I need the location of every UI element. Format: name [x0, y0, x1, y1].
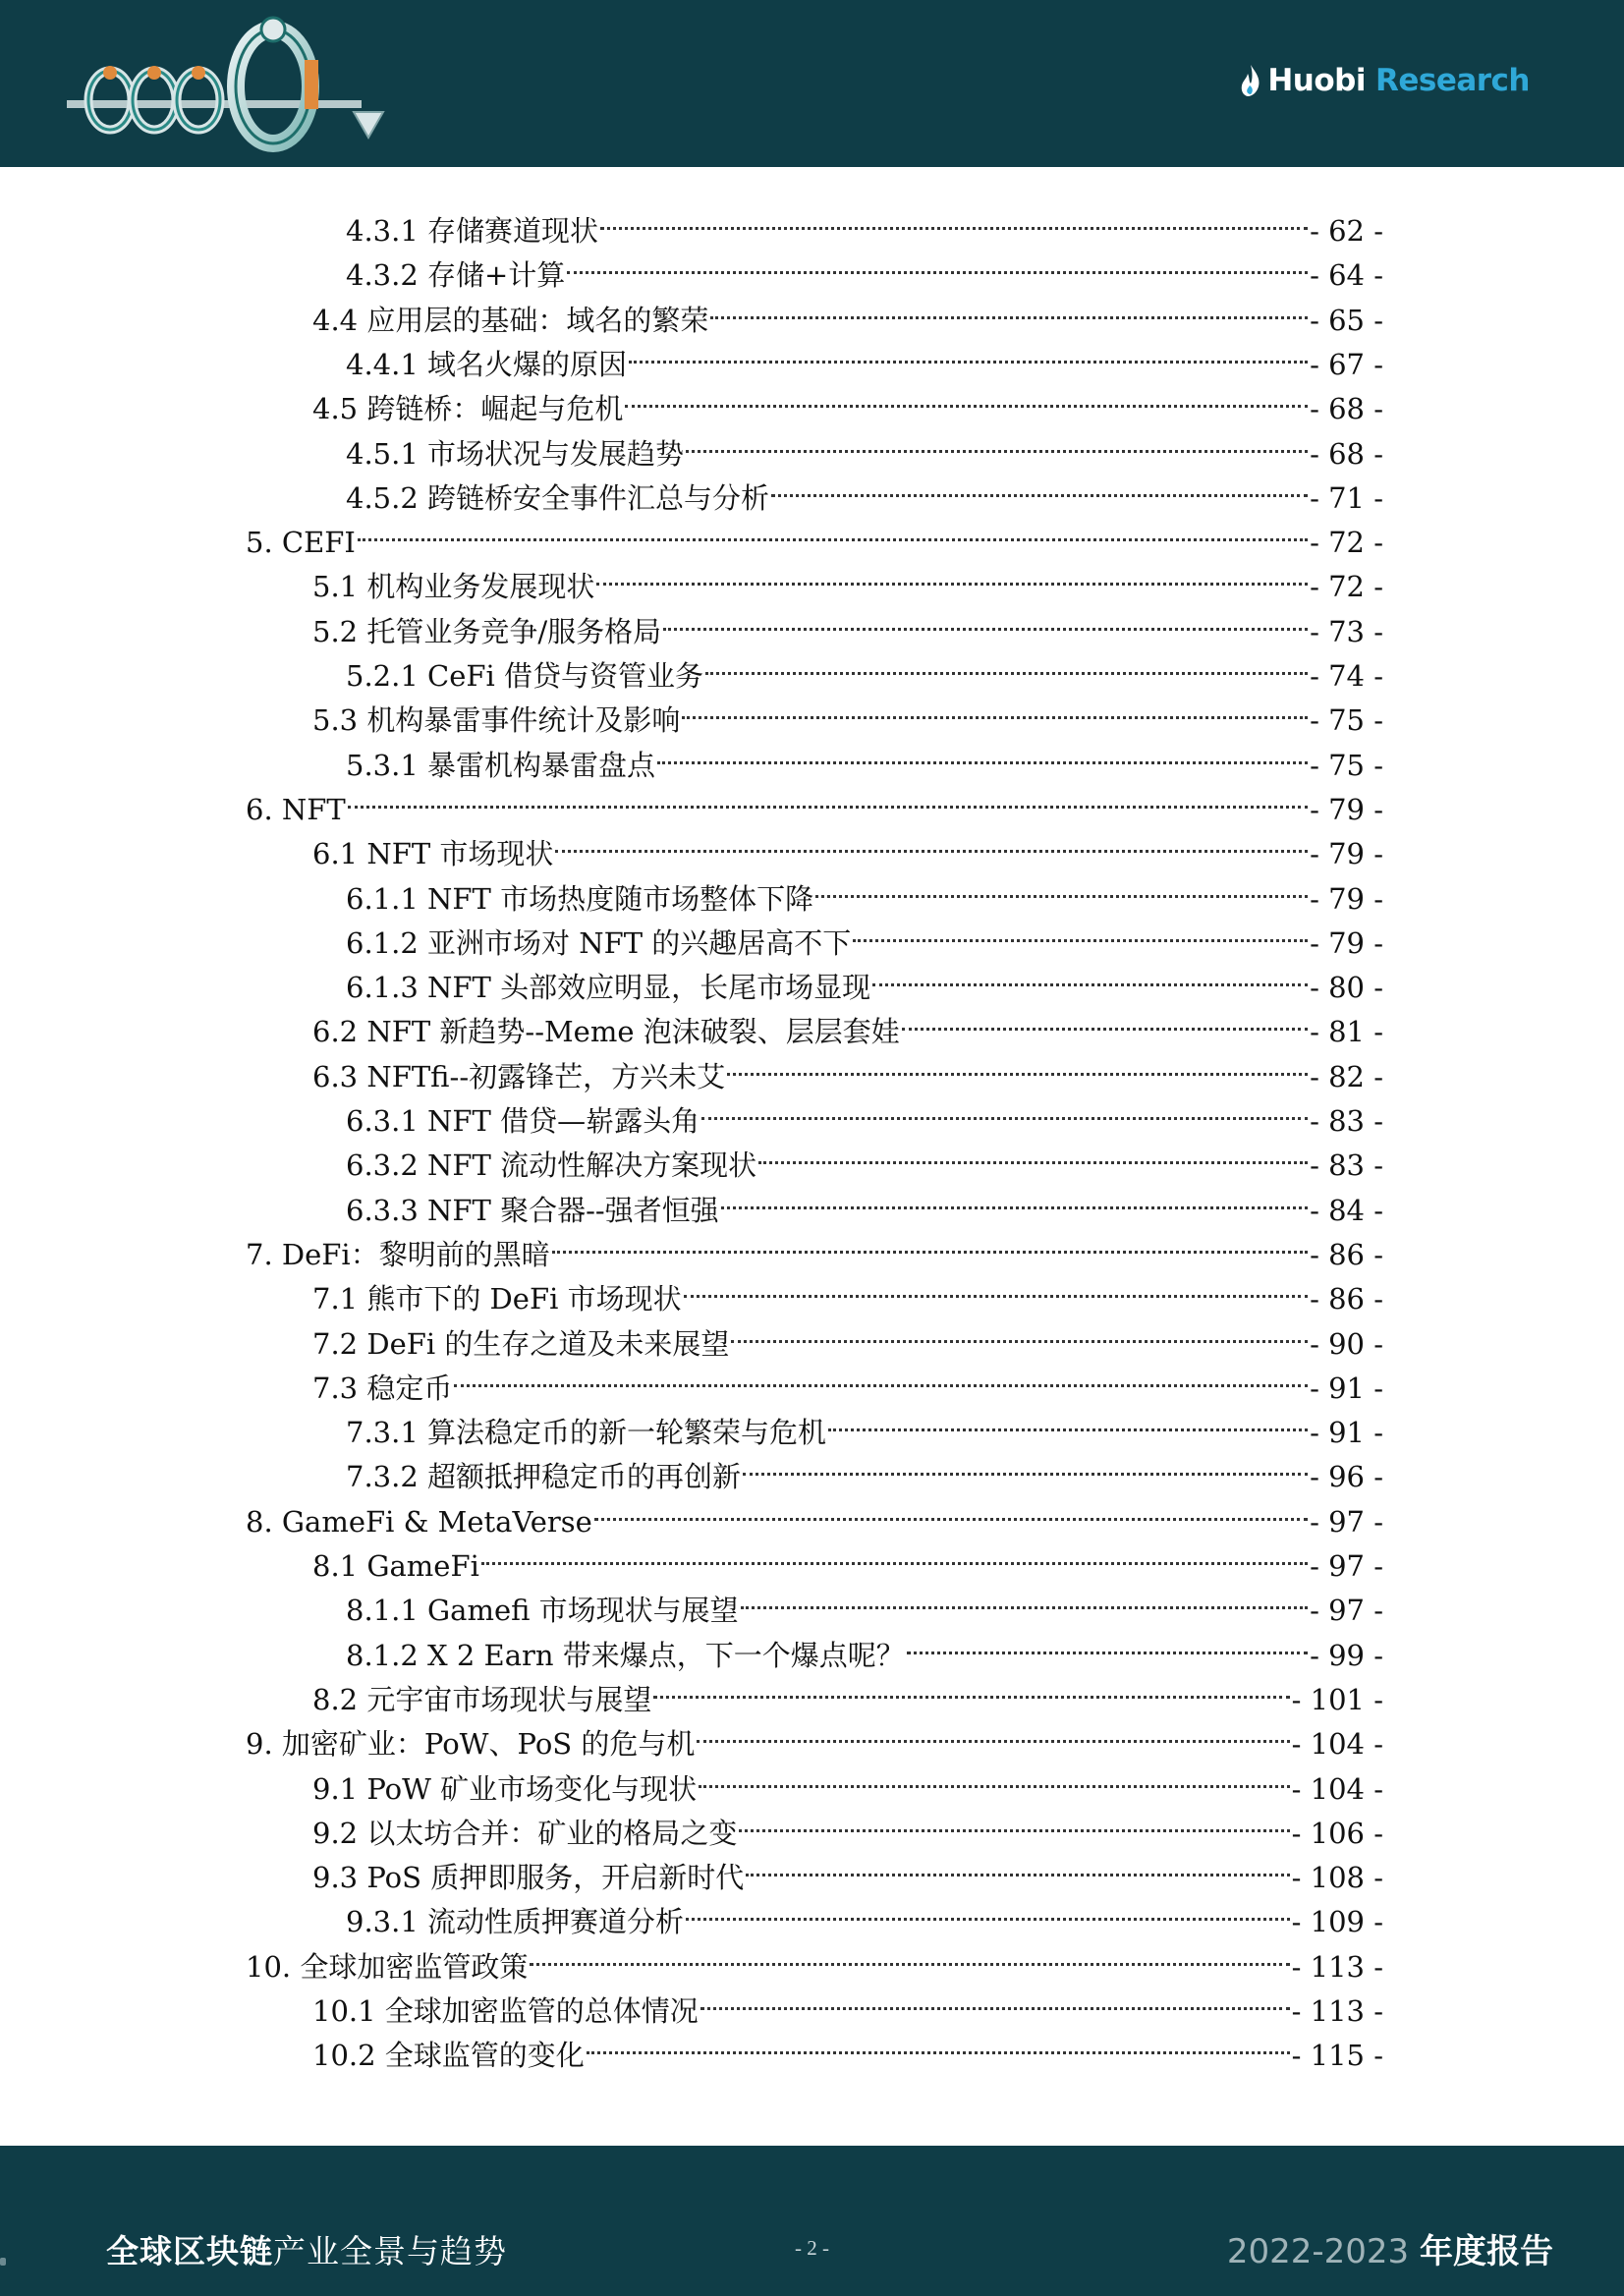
toc-entry-title: 4.5.2 跨链桥安全事件汇总与分析	[346, 481, 770, 515]
toc-entry-page: - 90 -	[1310, 1327, 1383, 1361]
toc-entry-page: - 91 -	[1310, 1416, 1383, 1449]
toc-entry-page: - 79 -	[1310, 882, 1383, 916]
toc-entry-title: 5.3 机构暴雷事件统计及影响	[312, 703, 681, 737]
toc-dot-leader	[697, 1709, 1289, 1754]
toc-dot-leader	[872, 953, 1308, 997]
toc-entry-page: - 113 -	[1291, 1950, 1383, 1984]
toc-dot-leader	[828, 1398, 1308, 1442]
toc-entry-page: - 73 -	[1310, 615, 1383, 648]
toc-entry-title: 6.3.1 NFT 借贷—崭露头角	[346, 1104, 700, 1138]
toc-entry-page: - 115 -	[1291, 2039, 1383, 2072]
toc-entry[interactable]	[312, 1665, 1383, 1716]
toc-entry-title: 6. NFT	[246, 793, 346, 826]
toc-dot-leader	[657, 731, 1308, 775]
toc-dot-leader	[686, 420, 1308, 464]
footer-title-rest: 产业全景与趋势	[273, 2232, 507, 2270]
toc-entry-title: 7.1 熊市下的 DeFi 市场现状	[312, 1282, 682, 1316]
toc-entry[interactable]	[312, 374, 1383, 425]
toc-entry[interactable]	[312, 552, 1383, 603]
toc-entry-title: 10.2 全球监管的变化	[312, 2039, 585, 2072]
toc-entry-page: - 83 -	[1310, 1148, 1383, 1182]
toc-entry-title: 7.2 DeFi 的生存之道及未来展望	[312, 1327, 730, 1361]
toc-entry-title: 4.4.1 域名火爆的原因	[346, 348, 628, 381]
toc-entry[interactable]	[346, 1621, 1383, 1672]
toc-entry-page: - 71 -	[1310, 481, 1383, 515]
toc-entry[interactable]	[246, 1487, 1383, 1539]
toc-entry-page: - 72 -	[1310, 570, 1383, 603]
toc-entry[interactable]	[346, 464, 1383, 515]
toc-dot-leader	[699, 1755, 1289, 1799]
toc-dot-leader	[743, 1442, 1308, 1486]
toc-dot-leader	[721, 1176, 1308, 1220]
toc-entry[interactable]	[312, 997, 1383, 1048]
toc-entry[interactable]	[246, 1932, 1383, 1984]
brand-research: Research	[1374, 63, 1530, 98]
toc-entry-page: - 75 -	[1310, 703, 1383, 737]
toc-entry[interactable]	[346, 241, 1383, 292]
toc-entry-title: 4.5 跨链桥：崛起与危机	[312, 392, 624, 425]
toc-entry[interactable]	[346, 731, 1383, 782]
toc-entry-page: - 106 -	[1291, 1817, 1383, 1850]
toc-dot-leader	[348, 775, 1308, 819]
toc-dot-leader	[358, 508, 1308, 552]
toc-entry-page: - 109 -	[1291, 1905, 1383, 1938]
toc-entry-page: - 82 -	[1310, 1060, 1383, 1093]
toc-entry-title: 5.2 托管业务竞争/服务格局	[312, 615, 662, 648]
toc-dot-leader	[600, 196, 1308, 241]
brand-huobi: Huobi	[1267, 63, 1366, 98]
toc-entry[interactable]	[312, 1042, 1383, 1093]
toc-entry-title: 8. GameFi & MetaVerse	[246, 1505, 592, 1539]
page-footer	[0, 2146, 1624, 2296]
toc-entry-page: - 108 -	[1291, 1861, 1383, 1894]
toc-dot-leader	[454, 1354, 1308, 1398]
toc-entry-title: 8.1.2 X 2 Earn 带来爆点，下一个爆点呢？	[346, 1639, 905, 1672]
toc-entry-page: - 86 -	[1310, 1238, 1383, 1271]
toc-entry[interactable]	[246, 775, 1383, 826]
toc-dot-leader	[555, 819, 1308, 864]
toc-dot-leader	[653, 1665, 1289, 1709]
toc-entry-page: - 62 -	[1310, 214, 1383, 248]
page-number: - 2 -	[795, 2236, 829, 2260]
footer-title-bold: 全球区块链	[106, 2232, 273, 2270]
toc-dot-leader	[625, 374, 1308, 419]
toc-entry[interactable]	[312, 1799, 1383, 1850]
toc-entry-page: - 97 -	[1310, 1549, 1383, 1583]
toc-entry-page: - 96 -	[1310, 1460, 1383, 1493]
toc-entry-title: 9. 加密矿业：PoW、PoS 的危与机	[246, 1727, 696, 1761]
toc-entry-title: 9.1 PoW 矿业市场变化与现状	[312, 1772, 698, 1806]
toc-entry-page: - 99 -	[1310, 1639, 1383, 1672]
toc-entry-page: - 97 -	[1310, 1505, 1383, 1539]
flame-icon	[1240, 64, 1261, 97]
toc-entry[interactable]	[346, 1087, 1383, 1138]
toc-entry[interactable]	[312, 2021, 1383, 2072]
huobi-research-logo	[1240, 59, 1530, 102]
toc-entry-title: 6.2 NFT 新趋势--Meme 泡沫破裂、层层套娃	[312, 1015, 900, 1048]
toc-entry[interactable]	[346, 196, 1383, 248]
chain-rings-illustration	[59, 6, 432, 153]
page-header	[0, 0, 1624, 167]
toc-entry-page: - 83 -	[1310, 1104, 1383, 1138]
toc-entry-page: - 97 -	[1310, 1594, 1383, 1627]
toc-entry[interactable]	[312, 597, 1383, 648]
toc-entry-page: - 79 -	[1310, 926, 1383, 960]
toc-entry[interactable]	[346, 1442, 1383, 1493]
toc-entry[interactable]	[346, 953, 1383, 1004]
toc-entry[interactable]	[346, 1887, 1383, 1938]
toc-entry[interactable]	[312, 1310, 1383, 1361]
toc-entry-title: 4.3.1 存储赛道现状	[346, 214, 599, 248]
toc-entry[interactable]	[312, 1755, 1383, 1806]
toc-entry-title: 9.2 以太坊合并：矿业的格局之变	[312, 1817, 738, 1850]
toc-entry[interactable]	[312, 1843, 1383, 1894]
toc-entry-title: 4.3.2 存储+计算	[346, 258, 566, 292]
toc-entry-title: 6.3.2 NFT 流动性解决方案现状	[346, 1148, 757, 1182]
toc-dot-leader	[727, 1042, 1308, 1087]
toc-entry-page: - 68 -	[1310, 392, 1383, 425]
toc-entry-page: - 75 -	[1310, 749, 1383, 782]
toc-entry[interactable]	[346, 420, 1383, 471]
toc-entry-title: 9.3.1 流动性质押赛道分析	[346, 1905, 685, 1938]
footer-report: 年度报告	[1420, 2232, 1553, 2271]
report-edition	[1227, 2224, 1553, 2272]
toc-dot-leader	[567, 241, 1308, 285]
toc-entry-title: 5. CEFI	[246, 526, 356, 559]
toc-entry[interactable]	[246, 508, 1383, 559]
toc-dot-leader	[629, 330, 1308, 374]
toc-dot-leader	[684, 1264, 1308, 1309]
toc-entry-page: - 91 -	[1310, 1372, 1383, 1405]
toc-entry[interactable]	[246, 1220, 1383, 1271]
toc-entry-title: 7.3.2 超额抵押稳定币的再创新	[346, 1460, 742, 1493]
toc-dot-leader	[907, 1621, 1308, 1665]
toc-entry-page: - 81 -	[1310, 1015, 1383, 1048]
toc-entry-page: - 72 -	[1310, 526, 1383, 559]
toc-entry-title: 6.1.3 NFT 头部效应明显，长尾市场显现	[346, 971, 871, 1004]
toc-dot-leader	[594, 1487, 1308, 1532]
toc-dot-leader	[815, 865, 1308, 909]
toc-entry-page: - 104 -	[1291, 1727, 1383, 1761]
toc-entry-page: - 84 -	[1310, 1194, 1383, 1227]
toc-entry-title: 5.2.1 CeFi 借贷与资管业务	[346, 659, 703, 693]
toc-entry-page: - 104 -	[1291, 1772, 1383, 1806]
toc-entry[interactable]	[346, 1576, 1383, 1627]
toc-dot-leader	[700, 1977, 1290, 2021]
toc-entry[interactable]	[312, 286, 1383, 337]
toc-entry-title: 5.1 机构业务发展现状	[312, 570, 595, 603]
toc-dot-leader	[853, 909, 1308, 953]
toc-dot-leader	[731, 1310, 1308, 1354]
toc-entry-page: - 68 -	[1310, 437, 1383, 471]
toc-entry-title: 6.1.2 亚洲市场对 NFT 的兴趣居高不下	[346, 926, 852, 960]
toc-entry-title: 4.5.1 市场状况与发展趋势	[346, 437, 685, 471]
toc-entry-page: - 64 -	[1310, 258, 1383, 292]
toc-dot-leader	[596, 552, 1308, 596]
toc-dot-leader	[771, 464, 1308, 508]
toc-entry-page: - 79 -	[1310, 837, 1383, 870]
toc-entry[interactable]	[312, 819, 1383, 870]
toc-entry-page: - 65 -	[1310, 304, 1383, 337]
toc-entry-title: 10.1 全球加密监管的总体情况	[312, 1994, 699, 2028]
toc-entry[interactable]	[346, 865, 1383, 916]
toc-entry-page: - 101 -	[1291, 1683, 1383, 1716]
toc-entry-page: - 86 -	[1310, 1282, 1383, 1316]
toc-dot-leader	[746, 1843, 1289, 1887]
toc-entry[interactable]	[312, 1354, 1383, 1405]
toc-entry-title: 5.3.1 暴雷机构暴雷盘点	[346, 749, 656, 782]
toc-entry-title: 10. 全球加密监管政策	[246, 1950, 529, 1984]
toc-dot-leader	[701, 1087, 1308, 1131]
toc-dot-leader	[739, 1799, 1289, 1843]
toc-entry[interactable]	[312, 1532, 1383, 1583]
toc-entry-title: 8.1.1 Gamefi 市场现状与展望	[346, 1594, 739, 1627]
toc-entry[interactable]	[346, 1176, 1383, 1227]
toc-dot-leader	[663, 597, 1308, 642]
toc-dot-leader	[530, 1932, 1289, 1977]
toc-entry[interactable]	[312, 686, 1383, 737]
toc-entry-title: 6.1 NFT 市场现状	[312, 837, 554, 870]
toc-dot-leader	[481, 1532, 1308, 1576]
toc-entry[interactable]	[346, 1131, 1383, 1182]
toc-dot-leader	[741, 1576, 1308, 1620]
toc-entry[interactable]	[246, 1709, 1383, 1761]
toc-entry-title: 9.3 PoS 质押即服务，开启新时代	[312, 1861, 745, 1894]
toc-entry-title: 7.3 稳定币	[312, 1372, 453, 1405]
toc-entry-page: - 67 -	[1310, 348, 1383, 381]
toc-dot-leader	[758, 1131, 1308, 1175]
toc-entry[interactable]	[312, 1977, 1383, 2028]
toc-entry[interactable]	[346, 642, 1383, 693]
toc-entry-title: 6.3.3 NFT 聚合器--强者恒强	[346, 1194, 719, 1227]
toc-dot-leader	[710, 286, 1308, 330]
toc-dot-leader	[682, 686, 1308, 730]
toc-entry-title: 8.1 GameFi	[312, 1549, 479, 1583]
toc-entry-title: 8.2 元宇宙市场现状与展望	[312, 1683, 652, 1716]
toc-dot-leader	[686, 1887, 1290, 1932]
toc-entry-title: 7. DeFi：黎明前的黑暗	[246, 1238, 550, 1271]
toc-entry[interactable]	[312, 1264, 1383, 1316]
toc-entry-title: 7.3.1 算法稳定币的新一轮繁荣与危机	[346, 1416, 827, 1449]
toc-entry[interactable]	[346, 909, 1383, 960]
footer-year: 2022-2023	[1226, 2232, 1410, 2271]
toc-entry-page: - 79 -	[1310, 793, 1383, 826]
toc-entry-page: - 80 -	[1310, 971, 1383, 1004]
toc-entry-page: - 74 -	[1310, 659, 1383, 693]
toc-entry-title: 6.3 NFTfi--初露锋芒，方兴未艾	[312, 1060, 726, 1093]
toc-dot-leader	[705, 642, 1308, 686]
toc-entry-title: 4.4 应用层的基础：域名的繁荣	[312, 304, 709, 337]
toc-dot-leader	[587, 2021, 1290, 2065]
toc-entry-title: 6.1.1 NFT 市场热度随市场整体下降	[346, 882, 814, 916]
toc-entry[interactable]	[346, 330, 1383, 381]
toc-dot-leader	[902, 997, 1308, 1041]
toc-dot-leader	[552, 1220, 1308, 1264]
toc-entry[interactable]	[346, 1398, 1383, 1449]
toc-entry-page: - 113 -	[1291, 1994, 1383, 2028]
